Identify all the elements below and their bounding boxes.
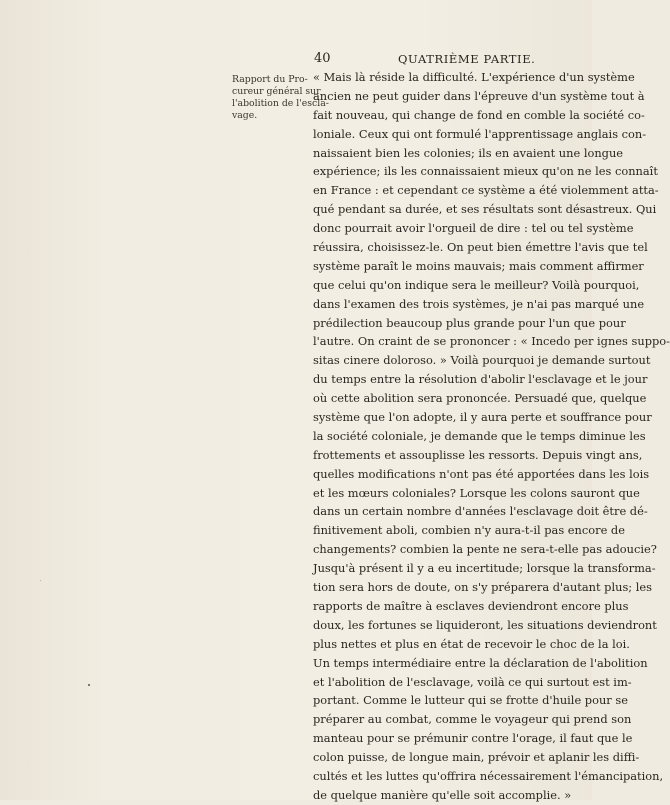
body-line: doux, les fortunes se liquideront, les situations deviendront bbox=[313, 617, 657, 632]
body-line: système que l'on adopte, il y aura perte et souffrance pour bbox=[313, 410, 652, 425]
body-line: préparer au combat, comme le voyageur qui prend son bbox=[313, 712, 632, 727]
body-line: Jusqu'à présent il y a eu incertitude; lorsque la transforma- bbox=[313, 561, 656, 576]
margin-note-line: Rapport du Pro- bbox=[232, 74, 308, 85]
body-line: finitivement aboli, combien n'y aura-t-il pas encore de bbox=[313, 523, 625, 538]
body-line: quelles modifications n'ont pas été apportées dans les lois bbox=[313, 466, 650, 481]
body-line: du temps entre la résolution d'abolir l'esclavage et le jour bbox=[313, 372, 648, 387]
body-line: et l'abolition de l'esclavage, voilà ce qui surtout est im- bbox=[313, 674, 632, 689]
paper-speck bbox=[40, 580, 41, 581]
body-line: et les mœurs coloniales? Lorsque les colons sauront que bbox=[313, 485, 640, 500]
body-line: en France : et cependant ce système a été violemment atta- bbox=[313, 183, 659, 198]
body-line: dans un certain nombre d'années l'esclavage doit être dé- bbox=[313, 504, 648, 519]
body-line: que celui qu'on indique sera le meilleur? Voilà pourquoi, bbox=[313, 277, 640, 292]
page-header bbox=[0, 51, 592, 67]
body-line: l'autre. On craint de se prononcer : « Incedo per ignes suppo- bbox=[313, 334, 670, 349]
body-line: système paraît le moins mauvais; mais comment affirmer bbox=[313, 258, 644, 273]
body-line: « Mais là réside la difficulté. L'expérience d'un système bbox=[313, 70, 635, 84]
body-line: portant. Comme le lutteur qui se frotte d'huile pour se bbox=[313, 693, 628, 708]
body-line: plus nettes et plus en état de recevoir le choc de la loi. bbox=[313, 636, 630, 651]
body-line: naissaient bien les colonies; ils en avaient une longue bbox=[313, 145, 624, 160]
body-line: Un temps intermédiaire entre la déclaration de l'abolition bbox=[313, 655, 648, 670]
margin-note-line: l'abolition de l'escla- bbox=[232, 98, 329, 109]
body-line: manteau pour se prémunir contre l'orage, il faut que le bbox=[313, 731, 633, 746]
page-number: 40 bbox=[314, 51, 331, 66]
body-line: rapports de maître à esclaves deviendront encore plus bbox=[313, 598, 629, 613]
body-line: réussira, choisissez-le. On peut bien émettre l'avis que tel bbox=[313, 240, 648, 255]
body-line: cultés et les luttes qu'offrira nécessairement l'émancipation, bbox=[313, 768, 664, 783]
body-line: prédilection beaucoup plus grande pour l'un que pour bbox=[313, 315, 626, 330]
running-head: QUATRIÈME PARTIE. bbox=[398, 52, 536, 66]
paper-speck bbox=[88, 684, 90, 686]
body-line: la société coloniale, je demande que le temps diminue les bbox=[313, 428, 646, 443]
body-line: de quelque manière qu'elle soit accomplie. » bbox=[313, 787, 572, 802]
body-line: où cette abolition sera prononcée. Persuadé que, quelque bbox=[313, 391, 647, 406]
body-line: sitas cinere doloroso. » Voilà pourquoi je demande surtout bbox=[313, 353, 651, 368]
body-line: changements? combien la pente ne sera-t-elle pas adoucie? bbox=[313, 542, 657, 557]
body-line: tion sera hors de doute, on s'y préparera d'autant plus; les bbox=[313, 580, 652, 595]
body-line: qué pendant sa durée, et ses résultats sont désastreux. Qui bbox=[313, 202, 657, 217]
body-line: loniale. Ceux qui ont formulé l'apprentissage anglais con- bbox=[313, 126, 647, 141]
margin-note-line: vage. bbox=[232, 110, 258, 121]
body-text bbox=[313, 68, 670, 805]
body-line: fait nouveau, qui change de fond en comble la société co- bbox=[313, 107, 645, 122]
body-line: dans l'examen des trois systèmes, je n'ai pas marqué une bbox=[313, 296, 645, 311]
body-line: frottements et assouplisse les ressorts. Depuis vingt ans, bbox=[313, 447, 643, 462]
body-line: ancien ne peut guider dans l'épreuve d'un système tout à bbox=[313, 88, 645, 103]
body-line: expérience; ils les connaissaient mieux qu'on ne les connaît bbox=[313, 164, 658, 179]
margin-note-line: cureur général sur bbox=[232, 86, 321, 97]
body-line: colon puisse, de longue main, prévoir et aplanir les diffi- bbox=[313, 750, 640, 765]
body-line: donc pourrait avoir l'orgueil de dire : tel ou tel système bbox=[313, 221, 634, 236]
margin-note bbox=[232, 74, 329, 122]
